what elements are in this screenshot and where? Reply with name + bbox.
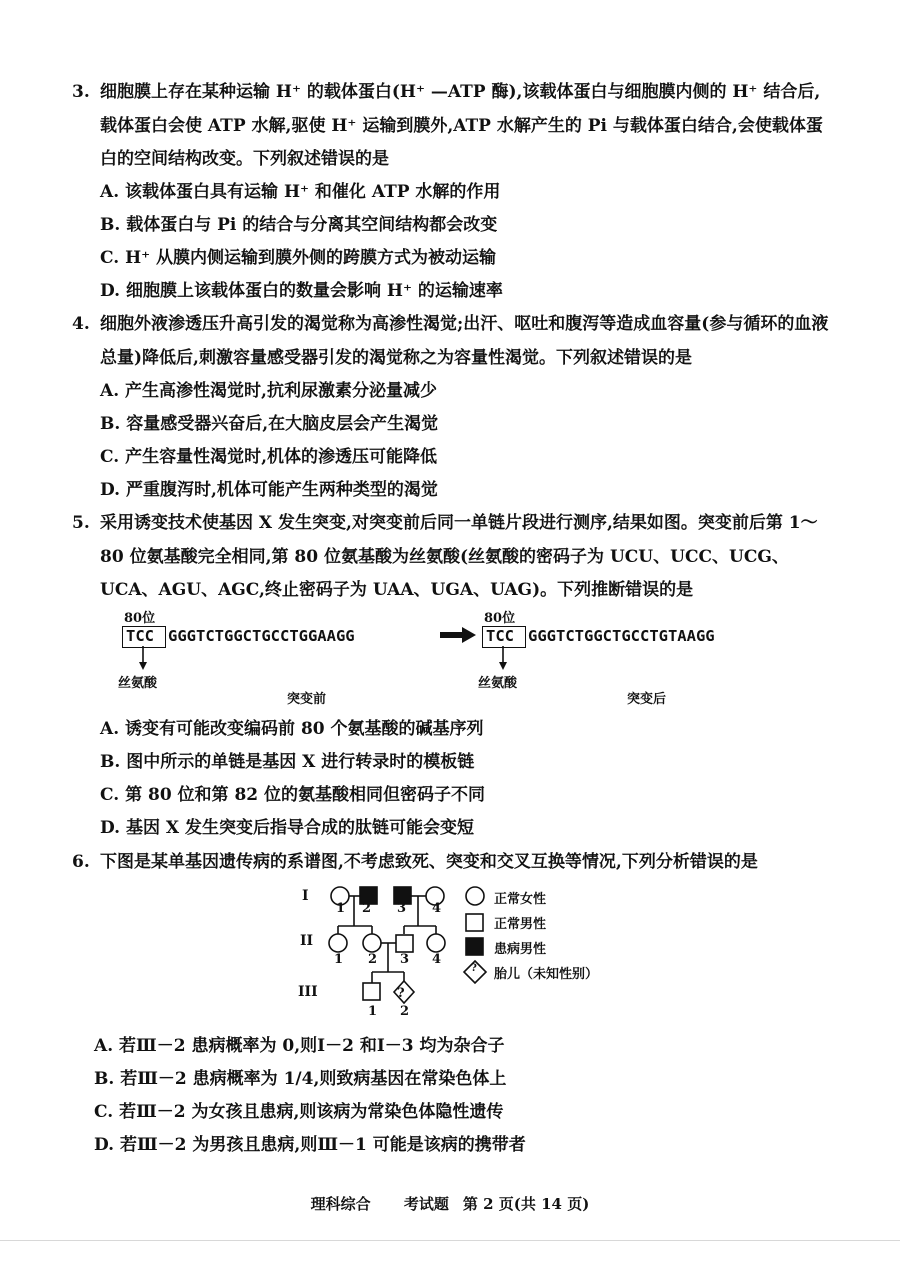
question-4-stem: [72, 308, 832, 375]
pedigree-number: 2: [362, 901, 372, 916]
q3-option-b: B. 载体蛋白与 Pi 的结合与分离其空间结构都会改变: [100, 215, 498, 235]
question-3-stem: [72, 76, 832, 177]
pedigree-number: 4: [432, 952, 442, 967]
question-6-stem: [72, 846, 832, 880]
pedigree-number: 2: [368, 952, 378, 967]
pedigree-number: 4: [432, 901, 442, 916]
boxed-codon-after: TCC: [486, 627, 514, 645]
position-label-before: 80位: [124, 611, 156, 626]
question-text: 细胞膜上存在某种运输 H⁺ 的载体蛋白(H⁺ —ATP 酶),该载体蛋白与细胞膜内侧的 H⁺ 结合后,载体蛋白会使 ATP 水解,驱使 H⁺ 运输到膜外,ATP 水解产生的 Pi 与载体蛋白结合,会使载体蛋白的空间结构改变。下列叙述错误的是: [100, 82, 823, 169]
footer-subject: 理科综合: [310, 1195, 371, 1213]
legend-normal-male: 正常男性: [494, 917, 547, 932]
mutation-arrow-icon: [440, 626, 478, 644]
caption-before: 突变前: [287, 692, 327, 707]
question-text: 采用诱变技术使基因 X 发生突变,对突变前后同一单链片段进行测序,结果如图。突变前后第 1～80 位氨基酸完全相同,第 80 位氨基酸为丝氨酸(丝氨酸的密码子为 UCU、UCC、UCG、UCA、AGU、AGC,终止密码子为 UAA、UGA、UAG)。下列推断错误的是: [100, 513, 818, 600]
q6-option-b: B. 若Ⅲ－2 患病概率为 1/4,则致病基因在常染色体上: [94, 1069, 507, 1089]
fetus-question-mark: ?: [397, 986, 405, 1001]
question-text: 细胞外液渗透压升高引发的渴觉称为高渗性渴觉;出汗、呕吐和腹泻等造成血容量(参与循环的血液总量)降低后,刺激容量感受器引发的渴觉称之为容量性渴觉。下列叙述错误的是: [100, 314, 829, 368]
q3-option-d: D. 细胞膜上该载体蛋白的数量会影响 H⁺ 的运输速率: [100, 281, 503, 301]
page-footer: [0, 1193, 900, 1214]
q5-option-c: C. 第 80 位和第 82 位的氨基酸相同但密码子不同: [100, 785, 486, 805]
footer-type: 考试题: [403, 1195, 449, 1213]
amino-acid-label-after: 丝氨酸: [478, 676, 518, 691]
question-text: 下图是某单基因遗传病的系谱图,不考虑致死、突变和交叉互换等情况,下列分析错误的是: [100, 852, 758, 872]
legend-fetus: 胎儿（未知性别）: [494, 967, 599, 982]
q5-option-d: D. 基因 X 发生突变后指导合成的肽链可能会变短: [100, 818, 474, 838]
generation-label-3: III: [298, 984, 318, 1000]
q4-option-c: C. 产生容量性渴觉时,机体的渗透压可能降低: [100, 447, 437, 467]
legend-fetus-mark: ?: [471, 963, 477, 974]
legend-symbols: [462, 884, 488, 994]
pedigree-number: 3: [397, 901, 407, 916]
pedigree-number: 2: [400, 1004, 410, 1019]
generation-label-1: I: [302, 888, 309, 904]
footer-page: 第 2 页(共 14 页): [462, 1195, 590, 1213]
sequence-before: GGGTCTGGCTGCCTGGAAGG: [168, 627, 355, 645]
down-arrow-icon: [136, 646, 150, 672]
legend-affected-male: 患病男性: [494, 942, 547, 957]
q6-option-c: C. 若Ⅲ－2 为女孩且患病,则该病为常染色体隐性遗传: [94, 1102, 504, 1122]
pedigree-number: 1: [368, 1004, 378, 1019]
q6-option-d: D. 若Ⅲ－2 为男孩且患病,则Ⅲ－1 可能是该病的携带者: [94, 1135, 526, 1155]
q5-option-a: A. 诱变有可能改变编码前 80 个氨基酸的碱基序列: [100, 719, 484, 739]
pedigree-number: 1: [336, 901, 346, 916]
q3-option-c: C. H⁺ 从膜内侧运输到膜外侧的跨膜方式为被动运输: [100, 248, 497, 268]
position-label-after: 80位: [484, 611, 516, 626]
pedigree-number: 3: [400, 952, 410, 967]
question-number: 4.: [72, 314, 90, 334]
q5-option-b: B. 图中所示的单链是基因 X 进行转录时的模板链: [100, 752, 475, 772]
q4-option-d: D. 严重腹泻时,机体可能产生两种类型的渴觉: [100, 480, 438, 500]
question-number: 6.: [72, 852, 90, 872]
q4-option-a: A. 产生高渗性渴觉时,抗利尿激素分泌量减少: [100, 381, 437, 401]
sequence-after: GGGTCTGGCTGCCTGTAAGG: [528, 627, 715, 645]
question-5-stem: [72, 507, 832, 608]
question-number: 5.: [72, 513, 90, 533]
legend-normal-female: 正常女性: [494, 892, 547, 907]
q4-option-b: B. 容量感受器兴奋后,在大脑皮层会产生渴觉: [100, 414, 439, 434]
q6-option-a: A. 若Ⅲ－2 患病概率为 0,则Ⅰ－2 和Ⅰ－3 均为杂合子: [94, 1036, 505, 1056]
boxed-codon-before: TCC: [126, 627, 154, 645]
down-arrow-icon: [496, 646, 510, 672]
q3-option-a: A. 该载体蛋白具有运输 H⁺ 和催化 ATP 水解的作用: [100, 182, 501, 202]
caption-after: 突变后: [627, 692, 667, 707]
question-number: 3.: [72, 82, 90, 102]
amino-acid-label-before: 丝氨酸: [118, 676, 158, 691]
page-bottom-divider: [0, 1240, 900, 1241]
generation-label-2: II: [300, 933, 314, 949]
pedigree-number: 1: [334, 952, 344, 967]
